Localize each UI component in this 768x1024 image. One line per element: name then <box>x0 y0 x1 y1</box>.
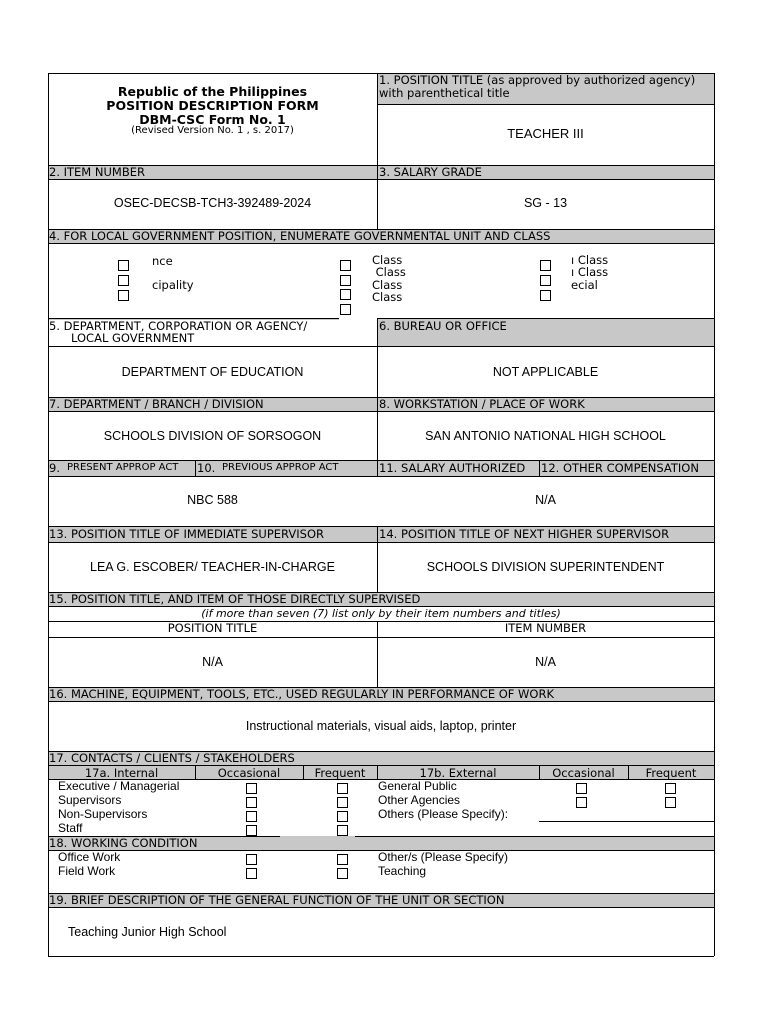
internal-executive-occasional-checkbox[interactable] <box>246 783 257 794</box>
internal-staff-occasional-checkbox[interactable] <box>246 825 257 836</box>
s17a-internal-list <box>58 779 179 835</box>
s16-label: 16. MACHINE, EQUIPMENT, TOOLS, ETC., USED REGULARLY IN PERFORMANCE OF WORK <box>49 687 555 701</box>
s16-value: Instructional materials, visual aids, laptop, printer <box>245 719 517 733</box>
s1-value: TEACHER III <box>507 126 584 141</box>
s9-label: PRESENT APPROP ACT <box>67 462 179 473</box>
s4-col2-item-4: Class <box>372 289 403 304</box>
s15-value-position: N/A <box>202 655 223 669</box>
s17b-external-header: 17b. External <box>419 766 497 780</box>
s4-checkbox-7[interactable] <box>340 304 351 315</box>
s17a-occasional-header: Occasional <box>217 766 281 780</box>
s15-note: (if more than seven (7) list only by their item numbers and titles) <box>201 607 561 620</box>
working-office: Office Work <box>58 850 121 864</box>
s15-col-item-number: ITEM NUMBER <box>504 621 587 635</box>
internal-supervisors-frequent-checkbox[interactable] <box>337 797 348 808</box>
s4-col1-item-1: nce <box>152 254 173 268</box>
s4-checkbox-8[interactable] <box>540 260 551 271</box>
working-teaching: Teaching <box>378 864 427 878</box>
s4-checkbox-2[interactable] <box>118 275 129 286</box>
s8-value: SAN ANTONIO NATIONAL HIGH SCHOOL <box>425 429 666 443</box>
s11-value: N/A <box>535 493 556 507</box>
internal-executive: Executive / Managerial <box>58 779 180 793</box>
s4-col3-item-3: ecial <box>571 277 598 292</box>
s9-value: NBC 588 <box>187 493 238 507</box>
s4-col2-item-3: Class <box>372 277 403 292</box>
external-agencies-occasional-checkbox[interactable] <box>576 797 587 808</box>
s5-label: 5. DEPARTMENT, CORPORATION OR AGENCY/ <box>49 319 308 333</box>
s17b-occasional-header: Occasional <box>552 766 615 780</box>
s17b-external-list <box>378 779 508 821</box>
header-form-title: POSITION DESCRIPTION FORM <box>106 98 319 113</box>
internal-executive-frequent-checkbox[interactable] <box>337 783 348 794</box>
s17a-frequent-header: Frequent <box>314 766 366 780</box>
s7-value: SCHOOLS DIVISION OF SORSOGON <box>103 429 322 443</box>
s13-label: 13. POSITION TITLE OF IMMEDIATE SUPERVISOR <box>49 527 324 541</box>
header-form-no: DBM-CSC Form No. 1 <box>139 112 286 127</box>
s13-value: LEA G. ESCOBER/ TEACHER-IN-CHARGE <box>90 560 335 574</box>
s4-checkbox-5[interactable] <box>340 275 351 286</box>
s10-label: PREVIOUS APPROP ACT <box>222 462 339 473</box>
office-work-occasional-checkbox[interactable] <box>246 854 257 865</box>
external-agencies-frequent-checkbox[interactable] <box>665 797 676 808</box>
s4-checkbox-3[interactable] <box>118 290 129 301</box>
s5-label-2: LOCAL GOVERNMENT <box>71 331 195 345</box>
working-other-specify: Other/s (Please Specify) <box>378 850 509 864</box>
s18-label: 18. WORKING CONDITION <box>49 836 198 850</box>
s9-number: 9. <box>49 461 60 475</box>
s14-value: SCHOOLS DIVISION SUPERINTENDENT <box>426 560 665 574</box>
s8-label: 8. WORKSTATION / PLACE OF WORK <box>379 397 585 411</box>
internal-non-supervisors: Non-Supervisors <box>58 807 148 821</box>
s10-number: 10. <box>197 461 216 475</box>
s7-label: 7. DEPARTMENT / BRANCH / DIVISION <box>49 397 264 411</box>
internal-non-supervisors-frequent-checkbox[interactable] <box>337 811 348 822</box>
field-work-frequent-checkbox[interactable] <box>337 868 348 879</box>
s4-col2-item-1: Class <box>372 253 403 267</box>
s3-label: 3. SALARY GRADE <box>379 165 482 179</box>
s14-label: 14. POSITION TITLE OF NEXT HIGHER SUPERVISOR <box>379 527 670 541</box>
s4-label: 4. FOR LOCAL GOVERNMENT POSITION, ENUMERATE GOVERNMENTAL UNIT AND CLASS <box>49 229 551 243</box>
s3-value: SG - 13 <box>523 196 568 210</box>
s1-label: 1. POSITION TITLE (as approved by authorized agency) with parenthetical title <box>379 73 696 100</box>
s6-label: 6. BUREAU OR OFFICE <box>379 319 507 333</box>
external-others-specify: Others (Please Specify): <box>378 807 509 821</box>
s6-value: NOT APPLICABLE <box>492 365 599 379</box>
external-general-public: General Public <box>378 779 457 793</box>
s17b-frequent-header: Frequent <box>645 766 697 780</box>
s4-checkbox-10[interactable] <box>540 290 551 301</box>
s19-label: 19. BRIEF DESCRIPTION OF THE GENERAL FUNCTION OF THE UNIT OR SECTION <box>49 893 505 907</box>
header-republic: Republic of the Philippines <box>117 84 308 99</box>
s4-col2 <box>372 254 406 303</box>
internal-staff-frequent-checkbox[interactable] <box>337 825 348 836</box>
s4-checkbox-4[interactable] <box>340 260 351 271</box>
s2-value: OSEC-DECSB-TCH3-392489-2024 <box>113 196 312 210</box>
external-public-occasional-checkbox[interactable] <box>576 783 587 794</box>
external-public-frequent-checkbox[interactable] <box>665 783 676 794</box>
working-field: Field Work <box>58 864 116 878</box>
s15-label: 15. POSITION TITLE, AND ITEM OF THOSE DIRECTLY SUPERVISED <box>49 592 421 606</box>
internal-staff: Staff <box>58 821 83 835</box>
s17-label: 17. CONTACTS / CLIENTS / STAKEHOLDERS <box>49 751 295 765</box>
s12-label: 12. OTHER COMPENSATION <box>541 461 699 475</box>
s4-col3-item-2: ı Class <box>571 265 609 280</box>
internal-non-supervisors-occasional-checkbox[interactable] <box>246 811 257 822</box>
s15-col-position-title: POSITION TITLE <box>167 621 258 635</box>
s11-label: 11. SALARY AUTHORIZED <box>379 461 526 475</box>
office-work-frequent-checkbox[interactable] <box>337 854 348 865</box>
s2-label: 2. ITEM NUMBER <box>49 165 145 179</box>
s4-checkbox-9[interactable] <box>540 275 551 286</box>
s4-col3 <box>571 254 608 291</box>
internal-supervisors-occasional-checkbox[interactable] <box>246 797 257 808</box>
s4-col3-item-1: ı Class <box>571 253 609 267</box>
s5-value: DEPARTMENT OF EDUCATION <box>121 365 304 379</box>
header-revision: (Revised Version No. 1 , s. 2017) <box>131 125 294 136</box>
internal-supervisors: Supervisors <box>58 793 122 807</box>
s4-col1-item-3: cipality <box>152 278 194 292</box>
s4-checkbox-1[interactable] <box>118 260 129 271</box>
s19-value: Teaching Junior High School <box>68 925 227 939</box>
s4-checkbox-6[interactable] <box>340 289 351 300</box>
working-list <box>58 850 120 878</box>
working-other-list <box>378 850 508 878</box>
field-work-occasional-checkbox[interactable] <box>246 868 257 879</box>
s15-value-item: N/A <box>535 655 556 669</box>
external-other-agencies: Other Agencies <box>378 793 461 807</box>
s17a-internal-header: 17a. Internal <box>84 766 159 780</box>
s4-col2-item-2: Class <box>372 265 406 280</box>
